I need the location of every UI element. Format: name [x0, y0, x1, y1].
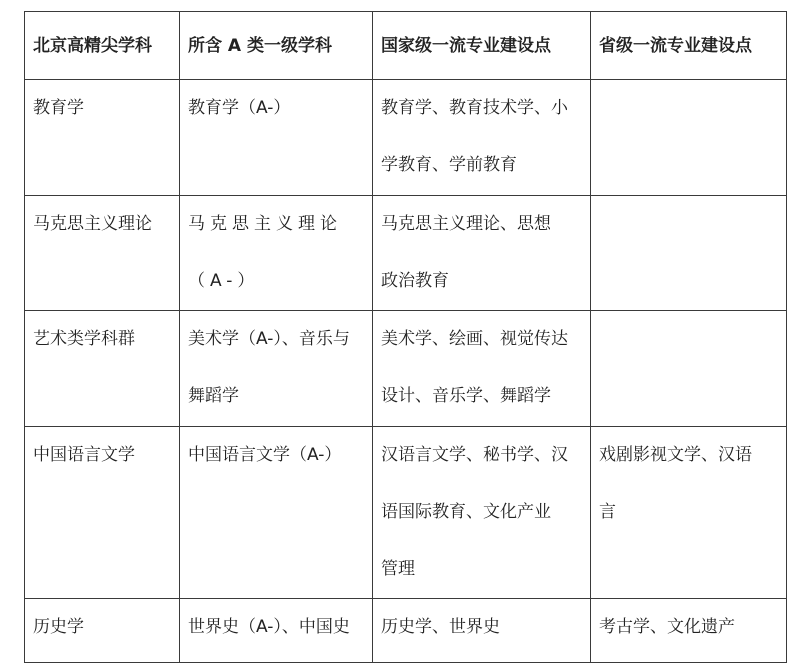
cell-line: 中国语言文学（A-）	[188, 445, 342, 465]
cell-line: 马克思主义理论	[188, 214, 342, 234]
cell-line: 戏剧影视文学、汉语	[599, 445, 752, 465]
header-national: 国家级一流专业建设点	[373, 12, 591, 80]
discipline-cell: 马克思主义理论	[25, 196, 180, 311]
cell-line: 美术学（A-）、音乐与	[188, 329, 350, 349]
header-provincial: 省级一流专业建设点	[591, 12, 787, 80]
table-row	[25, 196, 787, 311]
discipline-cell: 历史学	[25, 599, 180, 663]
table-header-row	[25, 12, 787, 80]
cell-line: 历史学、世界史	[381, 617, 500, 637]
cell-line: 设计、音乐学、舞蹈学	[381, 386, 551, 406]
table-row	[25, 311, 787, 427]
discipline-cell: 教育学	[25, 80, 180, 196]
cell-line: 马克思主义理论、思想	[381, 214, 551, 234]
cell-line: 考古学、文化遗产	[599, 617, 735, 637]
cell-line: 政治教育	[381, 271, 449, 291]
discipline-cell: 中国语言文学	[25, 427, 180, 599]
header-a-subject: 所含 A 类一级学科	[180, 12, 373, 80]
a-subject-cell	[180, 196, 373, 311]
cell-line: 舞蹈学	[188, 386, 239, 406]
cell-line: 汉语言文学、秘书学、汉	[381, 445, 568, 465]
national-cell	[373, 427, 591, 599]
table-row	[25, 80, 787, 196]
national-cell	[373, 196, 591, 311]
provincial-cell	[591, 311, 787, 427]
national-cell	[373, 80, 591, 196]
provincial-cell	[591, 427, 787, 599]
header-discipline: 北京高精尖学科	[25, 12, 180, 80]
cell-line: 学教育、学前教育	[381, 155, 517, 175]
cell-line: 管理	[381, 559, 415, 579]
discipline-cell: 艺术类学科群	[25, 311, 180, 427]
provincial-cell	[591, 80, 787, 196]
a-subject-cell	[180, 80, 373, 196]
cell-line: 教育学、教育技术学、小	[381, 98, 568, 118]
cell-line: 言	[599, 502, 616, 522]
cell-line: （A-）	[188, 271, 260, 291]
a-subject-cell	[180, 311, 373, 427]
table-row	[25, 427, 787, 599]
cell-line: 语国际教育、文化产业	[381, 502, 551, 522]
cell-line: 世界史（A-）、中国史	[188, 617, 350, 637]
provincial-cell	[591, 196, 787, 311]
cell-line: 美术学、绘画、视觉传达	[381, 329, 568, 349]
a-subject-cell	[180, 427, 373, 599]
national-cell	[373, 311, 591, 427]
cell-line: 教育学（A-）	[188, 98, 291, 118]
discipline-table	[24, 11, 787, 663]
